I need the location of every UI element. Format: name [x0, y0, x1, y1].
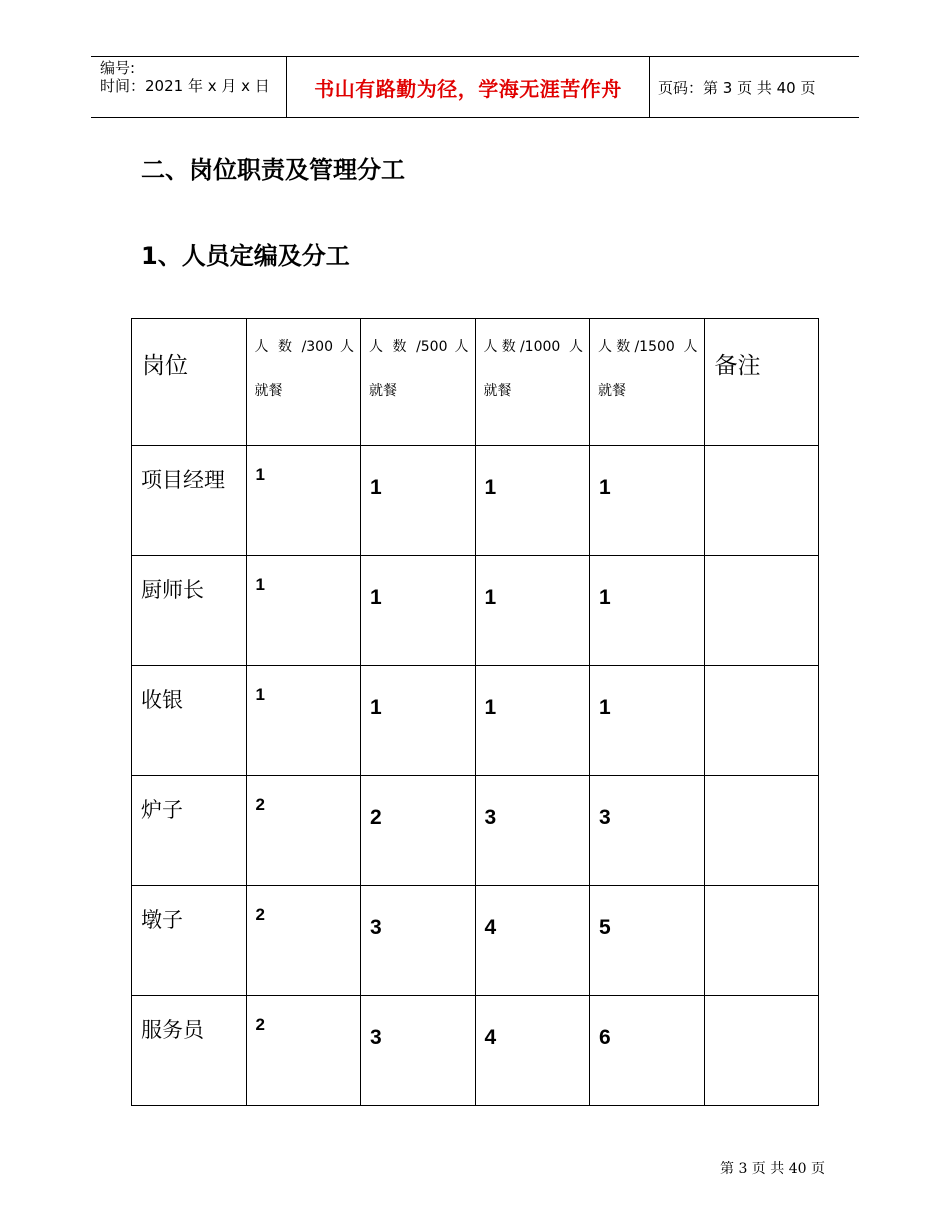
table-row — [132, 886, 819, 996]
header-1500: 人数/1500 人 就餐 — [598, 339, 698, 399]
table-row — [132, 556, 819, 666]
count-1000: 4 — [484, 1026, 497, 1049]
header-note: 备注 — [714, 353, 761, 379]
count-300: 2 — [255, 905, 265, 924]
header-500: 人 数 /500 人 就餐 — [369, 339, 469, 399]
post-name: 项目经理 — [141, 468, 225, 492]
header-time-label: 时间：2021 年 x 月 x 日 — [100, 77, 270, 95]
count-1500: 3 — [599, 806, 611, 829]
table-header-row — [132, 319, 819, 446]
count-500: 2 — [370, 806, 382, 829]
count-1000: 1 — [484, 586, 497, 609]
post-name: 炉子 — [141, 798, 183, 822]
header-1000: 人数/1000 人 就餐 — [483, 339, 583, 399]
header-motto: 书山有路勤为径，学海无涯苦作舟 — [314, 76, 622, 101]
header-meta — [100, 59, 270, 95]
note-cell — [705, 556, 819, 586]
count-500: 1 — [370, 586, 382, 609]
staffing-table — [131, 318, 819, 1106]
note-cell — [705, 776, 819, 806]
count-1000: 4 — [484, 916, 497, 939]
note-cell — [705, 886, 819, 916]
count-1000: 1 — [484, 476, 497, 499]
header-page-info: 页码：第 3 页 共 40 页 — [658, 78, 816, 97]
header-cell — [132, 319, 247, 446]
count-1500: 1 — [599, 586, 611, 609]
header-cell — [475, 319, 590, 446]
page-header — [91, 56, 859, 118]
count-300: 2 — [255, 795, 265, 814]
table-row — [132, 666, 819, 776]
count-1500: 5 — [599, 916, 611, 939]
count-500: 3 — [370, 916, 382, 939]
count-300: 1 — [255, 465, 265, 484]
header-number-label: 编号: — [100, 59, 136, 77]
subsection-heading: 1、人员定编及分工 — [141, 242, 350, 270]
table-row — [132, 996, 819, 1106]
count-500: 3 — [370, 1026, 382, 1049]
header-cell — [246, 319, 361, 446]
table-row — [132, 446, 819, 556]
count-1500: 6 — [599, 1026, 611, 1049]
post-name: 厨师长 — [141, 578, 204, 602]
page-footer: 第 3 页 共 40 页 — [720, 1161, 825, 1177]
section-heading: 二、岗位职责及管理分工 — [141, 156, 405, 184]
count-1000: 3 — [484, 806, 497, 829]
header-divider — [649, 57, 650, 117]
count-500: 1 — [370, 696, 382, 719]
count-300: 1 — [255, 685, 265, 704]
count-300: 2 — [255, 1015, 265, 1034]
header-300: 人 数 /300 人 就餐 — [254, 339, 354, 399]
post-name: 墩子 — [141, 908, 183, 932]
post-name: 收银 — [141, 688, 183, 712]
count-300: 1 — [255, 575, 265, 594]
note-cell — [705, 996, 819, 1026]
count-1500: 1 — [599, 476, 611, 499]
count-1000: 1 — [484, 696, 497, 719]
post-name: 服务员 — [141, 1018, 204, 1042]
note-cell — [705, 666, 819, 696]
header-cell — [590, 319, 705, 446]
count-1500: 1 — [599, 696, 611, 719]
note-cell — [705, 446, 819, 476]
count-500: 1 — [370, 476, 382, 499]
header-cell — [361, 319, 476, 446]
header-post: 岗位 — [142, 353, 188, 379]
header-cell — [704, 319, 819, 446]
table-row — [132, 776, 819, 886]
